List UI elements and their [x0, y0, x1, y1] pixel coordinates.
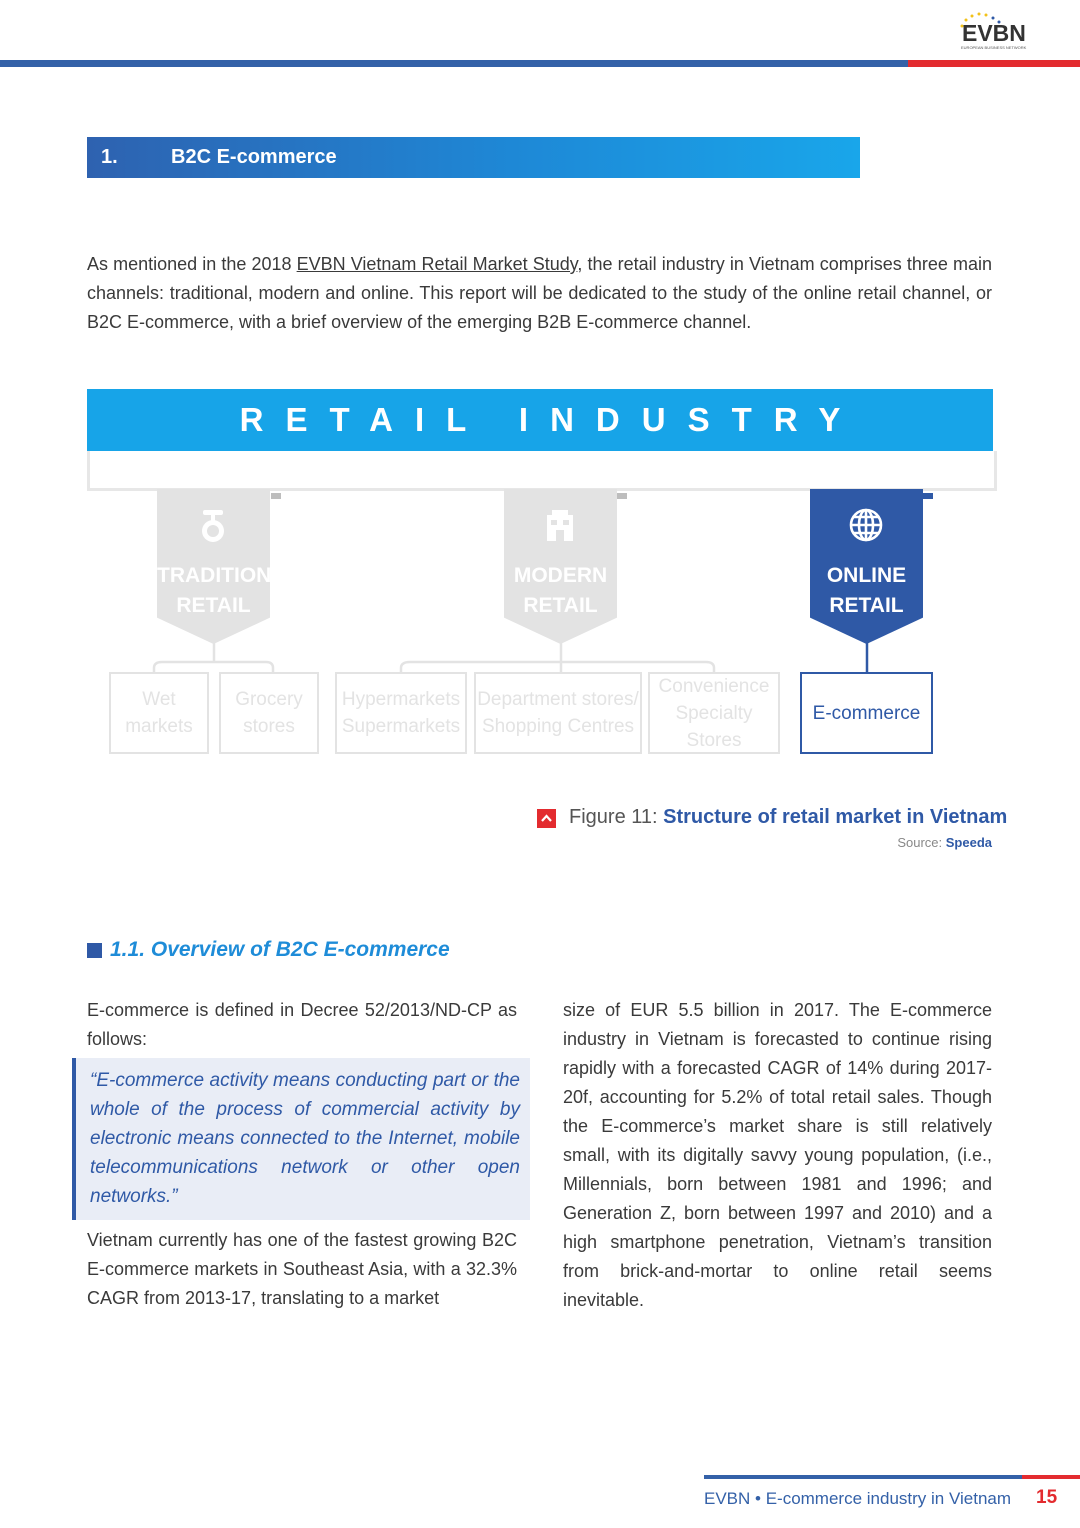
intro-text-end: , the retail industry in Vietnam comprises three main channels: traditional, modern and online. This report will be dedicated to the study of the online retail channel, or B2C E-commerce, with a brief overview of the emerging B2B E-commerce channel.: [87, 254, 992, 332]
box-grocery-stores: [219, 672, 319, 754]
retail-industry-title: RETAIL INDUSTRY: [239, 401, 863, 438]
channel-label: [504, 561, 617, 621]
channel-label: [157, 561, 300, 621]
right-paragraph: size of EUR 5.5 billion in 2017. The E-commerce industry in Vietnam is forecasted to continue rising rapidly with a forecasted CAGR of 14% during 2017-20f, accounting for 5.2% of total retail sales. Though the E-commerce’s market share is still relatively small, with its digitally savvy young population, (i.e., Millennials, born between 1981 and 1996; and Generation Z, born between 1997 and 2010) and a high smartphone penetration, Vietnam’s transition from brick-and-mortar to online retail seems inevitable.: [563, 1000, 992, 1310]
channel-traditional-retail: [157, 489, 300, 644]
logo-subtext: EUROPEAN BUSINESS NETWORK: [961, 45, 1027, 50]
box-label: Hypermarkets Supermarkets: [341, 689, 461, 737]
retail-study-link[interactable]: EVBN Vietnam Retail Market Study: [296, 254, 578, 274]
box-wet-markets: [109, 672, 209, 754]
left-paragraph-1: E-commerce is defined in Decree 52/2013/ND-CP as follows:: [87, 1000, 517, 1049]
channel-label-line1: ONLINE: [826, 564, 907, 587]
section-title: B2C E-commerce: [171, 146, 337, 168]
channel-online-retail: [810, 489, 923, 644]
store-icon: [542, 507, 578, 543]
box-convenience-stores: [648, 672, 780, 754]
footer-rule-blue: [704, 1475, 1022, 1479]
ribbon-tab: [923, 493, 933, 499]
box-e-commerce: [800, 672, 933, 754]
scale-icon: [195, 507, 231, 543]
box-label: Grocery stores: [235, 689, 303, 737]
box-label: Convenience Specialty Stores: [658, 675, 770, 751]
definition-quote-box: [72, 1058, 530, 1220]
box-department-stores: [474, 672, 642, 754]
channel-label-line2: RETAIL: [829, 594, 904, 617]
channel-label: [810, 561, 923, 621]
ribbon-tab: [271, 493, 281, 499]
logo-text: EVBN: [962, 20, 1026, 46]
figure-label: Figure 11:: [569, 806, 664, 828]
figure-marker-icon: [537, 809, 556, 828]
box-hypermarkets: [335, 672, 467, 754]
figure-caption: [569, 806, 1007, 829]
source-name: Speeda: [945, 835, 992, 850]
box-label: E-commerce: [812, 702, 921, 724]
footer-title: EVBN • E-commerce industry in Vietnam: [704, 1489, 1012, 1508]
page-number: 15: [1036, 1487, 1058, 1508]
globe-icon: [848, 507, 884, 543]
channel-label-line2: RETAIL: [523, 594, 598, 617]
footer-rule-red: [1022, 1475, 1080, 1479]
box-label: Wet markets: [125, 689, 193, 737]
subsection-title: 1.1. Overview of B2C E-commerce: [110, 938, 450, 961]
figure-source: [897, 835, 992, 850]
section-number: 1.: [101, 146, 118, 168]
channel-label-line1: TRADITIONAL: [157, 564, 300, 587]
left-paragraph-2: Vietnam currently has one of the fastest growing B2C E-commerce markets in Southeast Asia, with a 32.3% CAGR from 2013-17, translating to a market: [87, 1230, 517, 1308]
channel-modern-retail: [504, 489, 617, 644]
definition-quote: “E-commerce activity means conducting part or the whole of the process of commercial activity by electronic means connected to the Internet, mobile telecommunications network or other open networks.”: [90, 1070, 520, 1207]
source-label: Source:: [897, 835, 946, 850]
figure-title: Structure of retail market in Vietnam: [663, 806, 1008, 828]
box-label: Department stores/ Shopping Centres: [477, 689, 639, 737]
channel-label-line1: MODERN: [513, 564, 608, 587]
intro-text-start: As mentioned in the 2018: [87, 254, 297, 274]
subsection-marker-icon: [87, 943, 102, 958]
channel-label-line2: RETAIL: [176, 594, 251, 617]
ribbon-tab: [617, 493, 627, 499]
